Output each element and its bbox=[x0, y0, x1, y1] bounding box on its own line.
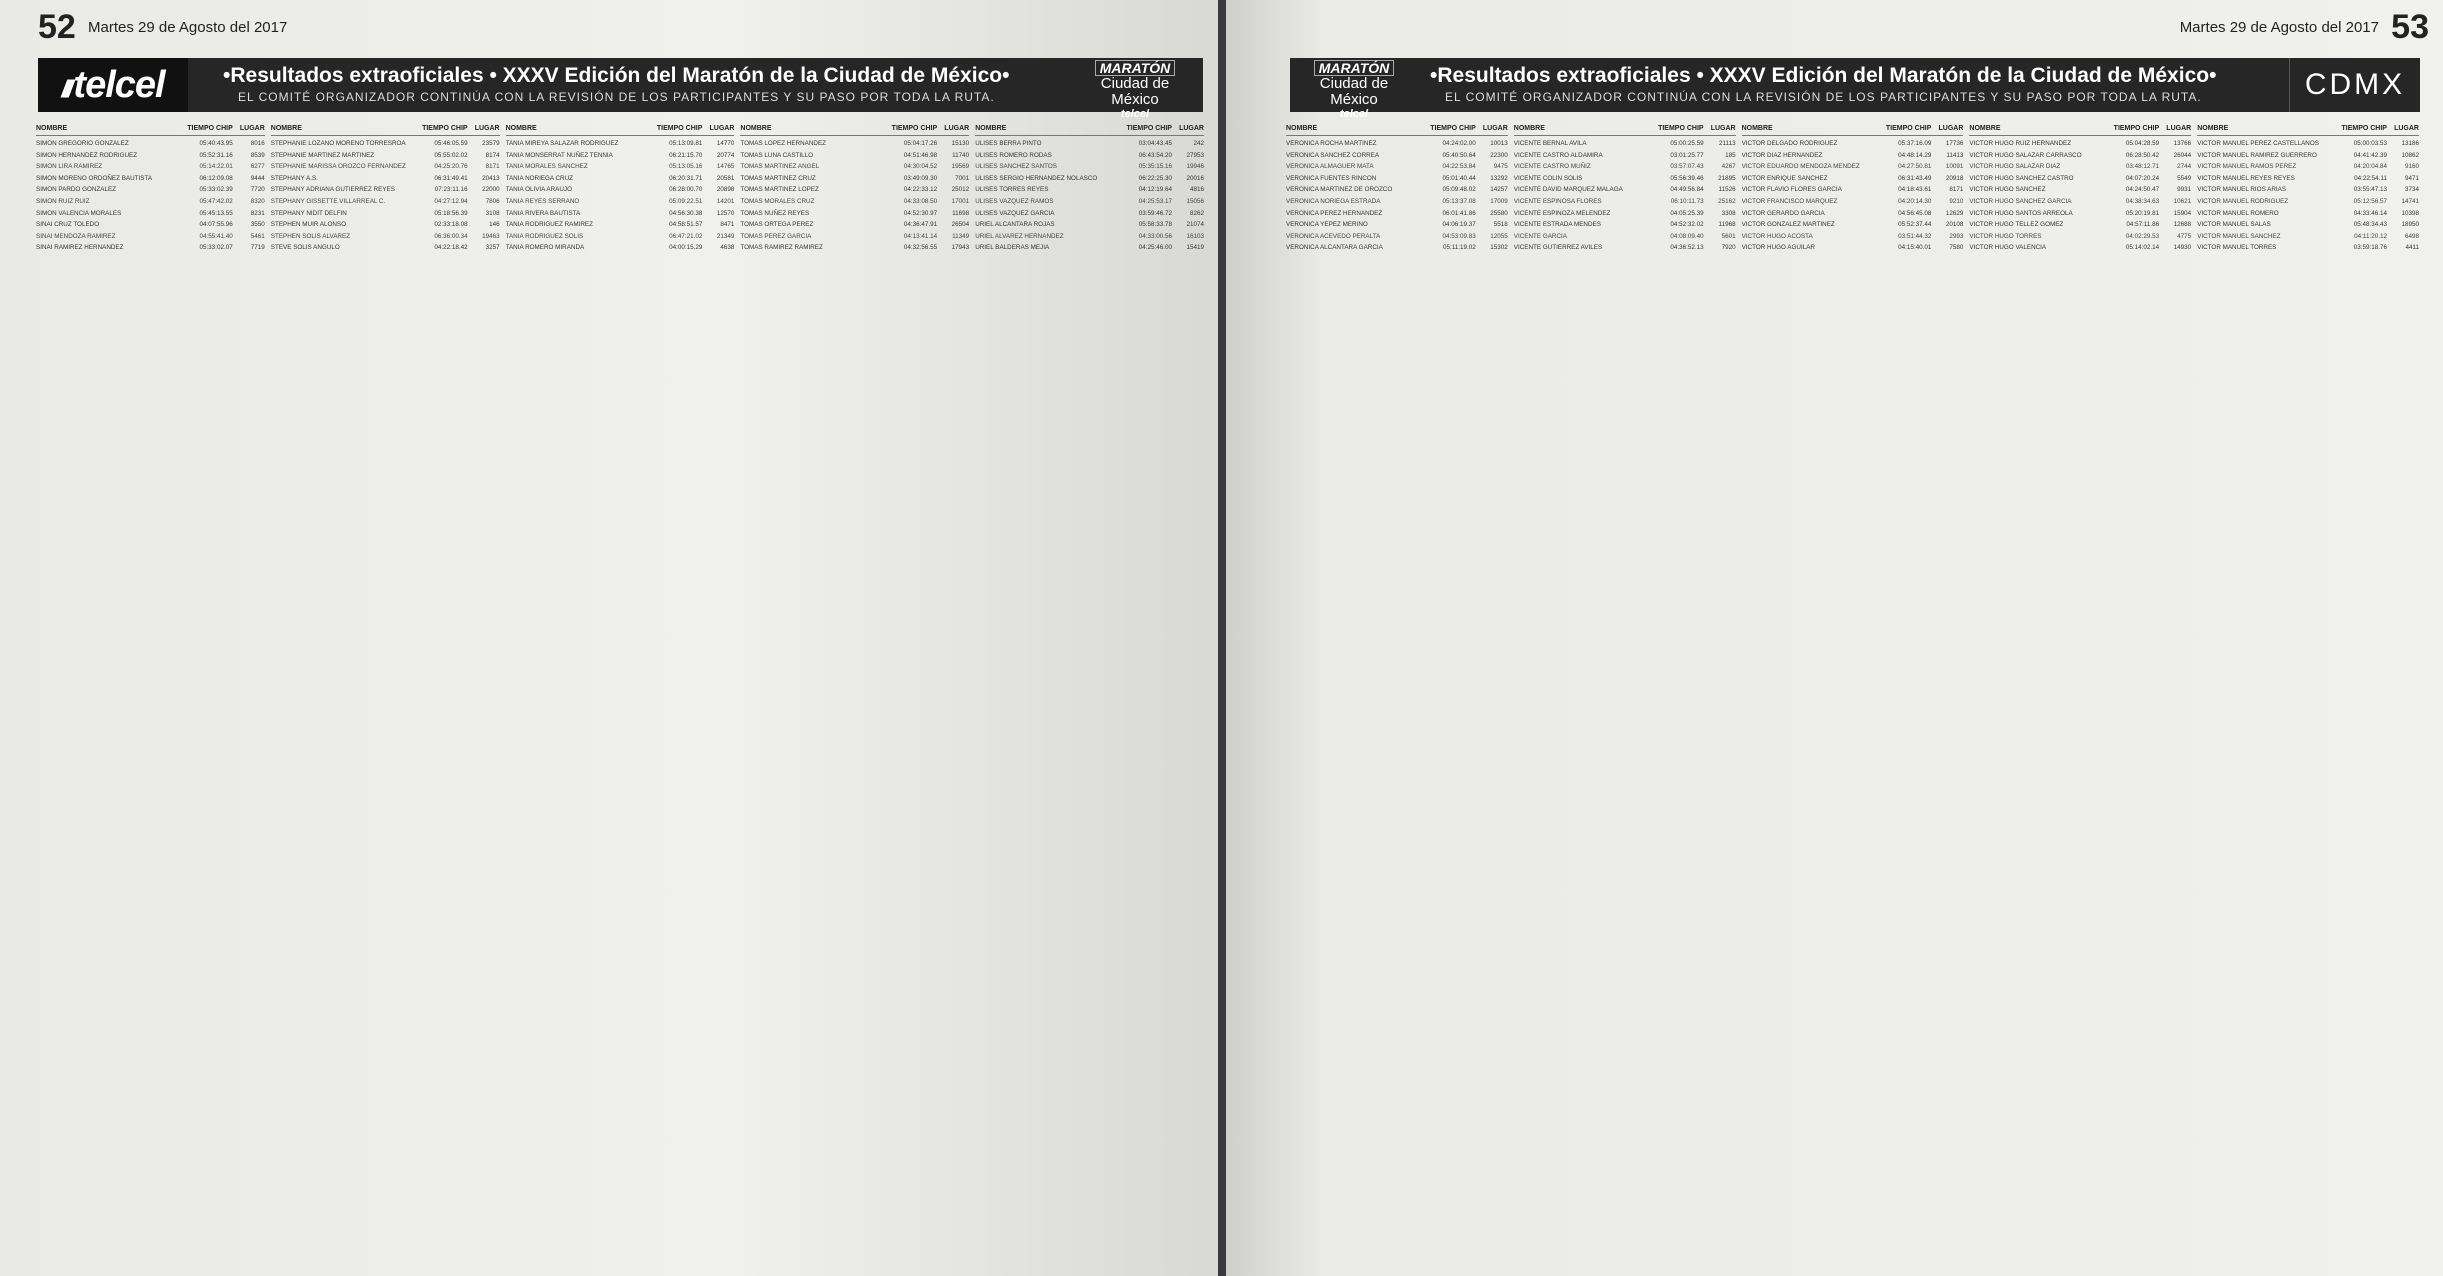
header-cell: NOMBRE bbox=[505, 125, 537, 132]
table-row: SIMON PARDO GONZALEZ 05:33:02.39 7720 bbox=[36, 186, 265, 194]
results-rows bbox=[975, 138, 1204, 1268]
header-cell: TIEMPO CHIP bbox=[1658, 125, 1704, 132]
header-cell: TIEMPO CHIP bbox=[1885, 125, 1932, 132]
results-rows bbox=[1969, 138, 2191, 1268]
table-row: VICTOR HUGO RUIZ HERNANDEZ 05:04:28.59 13766 bbox=[1969, 140, 2192, 147]
banner-title: •Resultados extraoficiales • XXXV Edición del Maratón de la Ciudad de México• bbox=[1430, 64, 2217, 87]
page-gutter bbox=[1218, 0, 1226, 1276]
table-row: TANIA RODRIGUEZ RAMIREZ 04:58:51.57 8471 bbox=[505, 221, 735, 229]
header-cell: LUGAR bbox=[2394, 125, 2419, 132]
table-row: URIEL BALDERAS MEJIA 04:25:46.00 15419 bbox=[975, 244, 1204, 252]
table-row: SINAI RAMIREZ HERNANDEZ 05:33:02.07 7719 bbox=[36, 244, 265, 252]
results-rows bbox=[506, 138, 735, 1268]
header-cell: NOMBRE bbox=[270, 125, 302, 132]
table-row: VICTOR MANUEL RAMOS PEREZ 04:20:04.84 9160 bbox=[2197, 163, 2419, 171]
table-row: VICTOR HUGO SANCHEZ CASTRO 04:07:20.24 5549 bbox=[1969, 174, 2192, 182]
table-row: VICENTE COLIN SOLIS 05:56:39.46 21895 bbox=[1513, 174, 1736, 182]
table-row: TOMAS RAMIREZ RAMIREZ 04:32:56.55 17943 bbox=[740, 244, 970, 252]
header-cell: NOMBRE bbox=[975, 125, 1007, 132]
table-row: ULISES SERGIO HERNANDEZ NOLASCO 06:22:25.30 20016 bbox=[975, 174, 1204, 182]
table-row: VICTOR MANUEL SANCHEZ 04:11:20.12 6498 bbox=[2197, 232, 2419, 240]
left-folio bbox=[38, 8, 295, 47]
header-cell: LUGAR bbox=[2166, 125, 2192, 132]
table-row: VICTOR DIAZ HERNANDEZ 04:48:14.29 11413 bbox=[1741, 151, 1964, 159]
table-row: VICTOR MANUEL REYES REYES 04:22:54.11 9471 bbox=[2197, 174, 2419, 182]
table-row: VERONICA NORIEGA ESTRADA 05:13:37.08 17009 bbox=[1286, 197, 1508, 205]
table-row: VICTOR MANUEL ROMERO 04:33:46.14 10398 bbox=[2197, 209, 2419, 217]
page-number: 52 bbox=[38, 8, 76, 46]
table-row: VICTOR MANUEL RIOS ARIAS 03:55:47.13 3734 bbox=[2197, 186, 2419, 194]
header-cell: TIEMPO CHIP bbox=[2113, 125, 2160, 132]
results-rows bbox=[740, 138, 969, 1268]
table-row: TANIA RODRIGUEZ SOLIS 06:47:21.02 21349 bbox=[505, 232, 735, 240]
table-row: STEPHEN MUIR ALONSO 02:33:18.08 146 bbox=[270, 221, 500, 229]
results-column bbox=[271, 125, 500, 1268]
table-row: TANIA ROMERO MIRANDA 04:00:15.29 4638 bbox=[505, 244, 735, 252]
results-column bbox=[1286, 125, 1508, 1268]
table-row: VERONICA ROCHA MARTINEZ 04:24:02.00 10013 bbox=[1286, 140, 1508, 147]
table-row: VERONICA FUENTES RINCON 05:01:40.44 13292 bbox=[1286, 174, 1508, 182]
table-row: VICTOR HUGO ACOSTA 03:51:44.32 2993 bbox=[1741, 232, 1964, 240]
results-rows bbox=[36, 138, 265, 1268]
table-row: VICTOR HUGO SALAZAR CARRASCO 06:28:50.42 26044 bbox=[1969, 151, 2192, 159]
header-cell: NOMBRE bbox=[740, 125, 772, 132]
results-column bbox=[2197, 125, 2419, 1268]
column-header bbox=[36, 125, 265, 136]
table-row: VICENTE GUTIERREZ AVILES 04:36:52.13 7920 bbox=[1513, 244, 1736, 252]
table-row: VERONICA SANCHEZ CORREA 05:40:50.64 22300 bbox=[1286, 151, 1508, 159]
right-folio bbox=[2172, 8, 2429, 47]
table-row: VICTOR HUGO AGUILAR 04:15:40.01 7580 bbox=[1741, 244, 1964, 252]
table-row: TANIA OLIVIA ARAUJO 06:28:00.70 20898 bbox=[505, 186, 735, 194]
column-header bbox=[1286, 125, 1508, 136]
page-date: Martes 29 de Agosto del 2017 bbox=[2179, 19, 2379, 36]
results-column bbox=[1742, 125, 1964, 1268]
maraton-logo: MARATÓN Ciudad de México telcel bbox=[1304, 60, 1404, 110]
header-cell: LUGAR bbox=[944, 125, 970, 132]
table-row: VICENTE GARCIA 04:08:09.40 5601 bbox=[1513, 232, 1736, 240]
header-cell: NOMBRE bbox=[36, 125, 68, 132]
table-row: TOMAS NUÑEZ REYES 04:52:30.97 11698 bbox=[740, 209, 970, 217]
table-row: VERONICA ALMAGUER MATA 04:22:53.84 9475 bbox=[1286, 163, 1508, 171]
column-header bbox=[975, 125, 1204, 136]
results-rows bbox=[2197, 138, 2419, 1268]
header-cell: NOMBRE bbox=[1513, 125, 1545, 132]
table-row: VICENTE BERNAL AVILA 05:00:25.59 21113 bbox=[1513, 140, 1736, 147]
header-cell: LUGAR bbox=[1938, 125, 1964, 132]
table-row: STEVE SOLIS ANGULO 04:22:18.42 3257 bbox=[270, 244, 500, 252]
table-row: TANIA NORIEGA CRUZ 06:20:31.71 20581 bbox=[505, 174, 735, 182]
table-row: STEPHANY A.S. 06:31:49.41 20413 bbox=[270, 174, 500, 182]
table-row: ULISES BERRA PINTO 03:04:43.45 242 bbox=[975, 140, 1204, 147]
results-column bbox=[36, 125, 265, 1268]
table-row: SIMON HERNANDEZ RODRIGUEZ 05:52:31.16 8539 bbox=[36, 151, 265, 159]
header-cell: LUGAR bbox=[1482, 125, 1508, 132]
results-columns bbox=[36, 125, 1204, 1268]
header-cell: LUGAR bbox=[1179, 125, 1204, 132]
table-row: URIEL ALVAREZ HERNANDEZ 04:33:00.56 16103 bbox=[975, 232, 1204, 240]
table-row: SINAI MENDOZA RAMIREZ 04:55:41.40 5461 bbox=[36, 232, 265, 240]
table-row: VICTOR FRANCISCO MARQUEZ 04:20:14.30 9210 bbox=[1741, 197, 1964, 205]
table-row: VERONICA ACEVEDO PERALTA 04:53:09.83 12055 bbox=[1286, 232, 1508, 240]
table-row: TANIA REYES SERRANO 05:09:22.51 14201 bbox=[505, 197, 735, 205]
table-row: ULISES VAZQUEZ RAMOS 04:25:53.17 15056 bbox=[975, 197, 1204, 205]
column-header bbox=[506, 125, 735, 136]
table-row: TANIA MORALES SANCHEZ 05:13:05.16 14765 bbox=[505, 163, 735, 171]
table-row: VICTOR HUGO SANCHEZ GARCIA 04:38:34.63 10621 bbox=[1969, 197, 2192, 205]
table-row: VICTOR HUGO TELLEZ GOMEZ 04:57:11.86 12688 bbox=[1969, 221, 2192, 229]
table-row: TANIA MIREYA SALAZAR RODRIGUEZ 05:13:09.81 14770 bbox=[505, 140, 735, 147]
header-cell: TIEMPO CHIP bbox=[2341, 125, 2387, 132]
page-date: Martes 29 de Agosto del 2017 bbox=[88, 19, 288, 36]
table-row: VICENTE ESPINOZA MELENDEZ 04:05:25.39 3308 bbox=[1513, 209, 1736, 217]
results-columns bbox=[1286, 125, 2419, 1268]
table-row: TOMAS PEREZ GARCIA 04:13:41.14 11349 bbox=[740, 232, 970, 240]
table-row: ULISES VAZQUEZ GARCIA 03:59:46.72 8262 bbox=[975, 209, 1204, 217]
table-row: TANIA RIVERA BAUTISTA 04:56:30.38 12570 bbox=[505, 209, 735, 217]
table-row: VICTOR DELGADO RODRIGUEZ 05:37:16.09 17736 bbox=[1741, 140, 1964, 147]
table-row: STEPHANIE LOZANO MORENO TORRESROA 05:46:05.59 23579 bbox=[270, 140, 500, 147]
left-page bbox=[0, 0, 1218, 1276]
table-row: VICTOR ENRIQUE SANCHEZ 06:31:43.49 20918 bbox=[1741, 174, 1964, 182]
table-row: VICENTE ESTRADA MENDES 04:52:32.02 11968 bbox=[1513, 221, 1736, 229]
header-cell: NOMBRE bbox=[2197, 125, 2229, 132]
table-row: VICTOR GONZALEZ MARTINEZ 05:52:37.44 20108 bbox=[1741, 221, 1964, 229]
table-row: VERONICA MARTINEZ DE OROZCO 05:09:48.02 14257 bbox=[1286, 186, 1508, 194]
table-row: ULISES TORRES REYES 04:12:19.64 4816 bbox=[975, 186, 1204, 194]
table-row: STEPHANY GISSETTE VILLARREAL C. 04:27:12.94 7806 bbox=[270, 197, 500, 205]
table-row: VERONICA PEREZ HERNANDEZ 06:01:41.86 25580 bbox=[1286, 209, 1508, 217]
table-row: TANIA MONSERRAT NUÑEZ TENNIA 06:21:15.70 20774 bbox=[505, 151, 735, 159]
table-row: VICTOR FLAVIO FLORES GARCIA 04:18:43.61 8171 bbox=[1741, 186, 1964, 194]
column-header bbox=[1969, 125, 2191, 136]
column-header bbox=[271, 125, 500, 136]
header-cell: NOMBRE bbox=[1741, 125, 1773, 132]
table-row: STEPHANIE MARISSA OROZCO FERNANDEZ 04:25:20.76 8171 bbox=[270, 163, 500, 171]
table-row: VICENTE CASTRO MUÑIZ 03:57:07.43 4267 bbox=[1513, 163, 1736, 171]
table-row: VERONICA ALCANTARA GARCIA 05:11:19.02 15302 bbox=[1286, 244, 1508, 252]
table-row: TOMAS MARTINEZ LOPEZ 04:22:33.12 25012 bbox=[740, 186, 970, 194]
page-number: 53 bbox=[2391, 8, 2429, 46]
table-row: TOMAS ORTEGA PEREZ 04:36:47.91 26504 bbox=[740, 221, 970, 229]
header-cell: NOMBRE bbox=[1969, 125, 2001, 132]
table-row: SINAI CRUZ TOLEDO 04:07:55.96 3550 bbox=[36, 221, 265, 229]
results-rows bbox=[271, 138, 500, 1268]
table-row: SIMON RUIZ RUIZ 05:47:42.02 8320 bbox=[36, 197, 265, 205]
table-row: SIMON GREGORIO GONZALEZ 05:40:43.95 8016 bbox=[36, 140, 265, 147]
banner-title: •Resultados extraoficiales • XXXV Edición del Maratón de la Ciudad de México• bbox=[223, 64, 1010, 87]
table-row: VICENTE DAVID MARQUEZ MALAGA 04:49:56.84 11526 bbox=[1513, 186, 1736, 194]
table-row: VICTOR MANUEL RODRIGUEZ 05:12:56.57 14741 bbox=[2197, 197, 2419, 205]
table-row: SIMON MORENO ORDOÑEZ BAUTISTA 06:12:09.08 9444 bbox=[36, 174, 265, 182]
table-row: VICTOR EDUARDO MENDOZA MENDEZ 04:27:50.81 10091 bbox=[1741, 163, 1964, 171]
table-row: STEPHANY NIDIT DELFIN 05:18:56.39 3108 bbox=[270, 209, 500, 217]
right-page bbox=[1226, 0, 2443, 1276]
table-row: VICTOR HUGO TORRES 04:02:29.53 4775 bbox=[1969, 232, 2192, 240]
table-row: TOMAS LUNA CASTILLO 04:51:46.98 11740 bbox=[740, 151, 970, 159]
table-row: TOMAS MARTINEZ CRUZ 03:49:09.30 7001 bbox=[740, 174, 970, 182]
table-row: VICTOR HUGO SANTOS ARREOLA 05:20:19.81 15904 bbox=[1969, 209, 2192, 217]
column-header bbox=[740, 125, 969, 136]
results-column bbox=[1514, 125, 1736, 1268]
left-banner bbox=[38, 58, 1203, 120]
table-row: VICTOR HUGO VALENCIA 05:14:02.14 14930 bbox=[1969, 244, 2192, 252]
results-column bbox=[1969, 125, 2191, 1268]
results-column bbox=[740, 125, 969, 1268]
maraton-logo: MARATÓN Ciudad de México telcel bbox=[1085, 60, 1185, 110]
table-row: VICTOR GERARDO GARCIA 04:56:45.08 12629 bbox=[1741, 209, 1964, 217]
table-row: VICTOR MANUEL SALAS 05:48:34.43 18950 bbox=[2197, 221, 2419, 229]
table-row: VICTOR HUGO SALAZAR DIAZ 03:48:12.71 2744 bbox=[1969, 163, 2192, 171]
table-row: SIMON VALENCIA MORALES 05:45:13.55 8231 bbox=[36, 209, 265, 217]
header-cell: LUGAR bbox=[474, 125, 500, 132]
header-cell: TIEMPO CHIP bbox=[187, 125, 233, 132]
table-row: URIEL ALCANTARA ROJAS 05:58:33.78 21074 bbox=[975, 221, 1204, 229]
banner-subtitle: EL COMITÉ ORGANIZADOR CONTINÚA CON LA REVISIÓN DE LOS PARTICIPANTES Y SU PASO POR TODA LA RUTA. bbox=[238, 90, 995, 104]
header-cell: LUGAR bbox=[709, 125, 735, 132]
column-header bbox=[1742, 125, 1964, 136]
table-row: VICTOR HUGO SANCHEZ 04:24:50.47 9931 bbox=[1969, 186, 2192, 194]
header-cell: TIEMPO CHIP bbox=[1126, 125, 1172, 132]
table-row: ULISES SANCHEZ SANTOS 05:35:15.16 19946 bbox=[975, 163, 1204, 171]
header-cell: NOMBRE bbox=[1286, 125, 1318, 132]
table-row: STEPHANIE MARTINEZ MARTINEZ 05:55:02.02 8174 bbox=[270, 151, 500, 159]
results-rows bbox=[1514, 138, 1736, 1268]
right-banner bbox=[1290, 58, 2420, 120]
table-row: TOMAS LOPEZ HERNANDEZ 05:04:17.26 15130 bbox=[740, 140, 970, 147]
table-row: ULISES ROMERO RODAS 06:43:54.20 27953 bbox=[975, 151, 1204, 159]
table-row: VICTOR MANUEL TORRES 03:59:18.76 4411 bbox=[2197, 244, 2419, 252]
table-row: VICTOR MANUEL RAMIREZ GUERRERO 04:41:42.39 10862 bbox=[2197, 151, 2419, 159]
table-row: SIMON LIRA RAMIREZ 05:14:22.01 6277 bbox=[36, 163, 265, 171]
table-row: VICTOR MANUEL PEREZ CASTELLANOS 05:00:03.53 13186 bbox=[2197, 140, 2419, 147]
table-row: STEPHEN SOLIS ALVAREZ 06:36:00.34 19463 bbox=[270, 232, 500, 240]
header-cell: TIEMPO CHIP bbox=[1430, 125, 1476, 132]
table-row: VICENTE ESPINOSA FLORES 06:10:11.73 25162 bbox=[1513, 197, 1736, 205]
column-header bbox=[2197, 125, 2419, 136]
results-rows bbox=[1286, 138, 1508, 1268]
results-rows bbox=[1742, 138, 1964, 1268]
table-row: VERONICA YEPEZ MERINO 04:06:19.37 5518 bbox=[1286, 221, 1508, 229]
table-row: STEPHANY ADRIANA GUTIERREZ REYES 07:23:11.16 22000 bbox=[270, 186, 500, 194]
results-column bbox=[506, 125, 735, 1268]
banner-subtitle: EL COMITÉ ORGANIZADOR CONTINÚA CON LA REVISIÓN DE LOS PARTICIPANTES Y SU PASO POR TODA LA RUTA. bbox=[1445, 90, 2202, 104]
header-cell: LUGAR bbox=[1710, 125, 1736, 132]
telcel-logo: /// telcel bbox=[38, 58, 188, 112]
cdmx-logo: CDMX bbox=[2289, 58, 2420, 112]
header-cell: TIEMPO CHIP bbox=[656, 125, 703, 132]
results-column bbox=[975, 125, 1204, 1268]
table-row: TOMAS MARTINEZ ANGEL 04:30:04.52 19569 bbox=[740, 163, 970, 171]
table-row: TOMAS MORALES CRUZ 04:33:08.50 17001 bbox=[740, 197, 970, 205]
header-cell: TIEMPO CHIP bbox=[891, 125, 938, 132]
table-row: VICENTE CASTRO ALDAMIRA 03:01:25.77 185 bbox=[1513, 151, 1736, 159]
column-header bbox=[1514, 125, 1736, 136]
header-cell: LUGAR bbox=[239, 125, 265, 132]
header-cell: TIEMPO CHIP bbox=[422, 125, 468, 132]
